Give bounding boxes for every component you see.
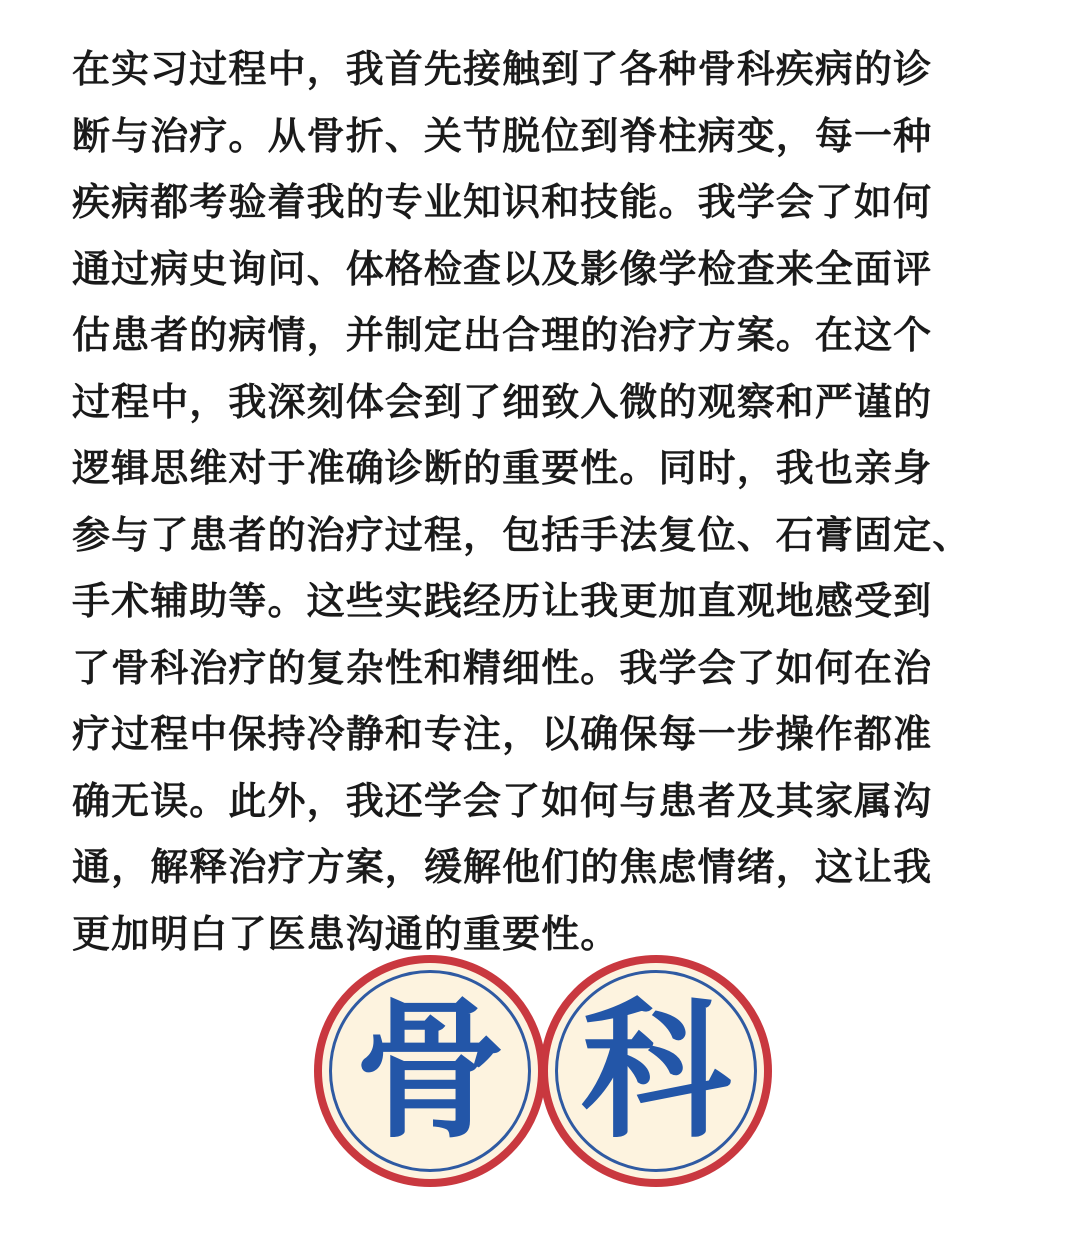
article-body xyxy=(72,36,1002,967)
article-line: 断与治疗。从骨折、关节脱位到脊柱病变，每一种 xyxy=(72,113,933,158)
article-line: 估患者的病情，并制定出合理的治疗方案。在这个 xyxy=(72,313,933,357)
article-line: 疾病都考验着我的专业知识和技能。我学会了如何 xyxy=(72,180,933,224)
department-character-badge xyxy=(540,955,772,1187)
article-line: 了骨科治疗的复杂性和精细性。我学会了如何在治 xyxy=(72,645,933,690)
article-line: 手术辅助等。这些实践经历让我更加直观地感受到 xyxy=(72,579,933,623)
article-line: 通，解释治疗方案，缓解他们的焦虑情绪，这让我 xyxy=(72,845,933,889)
article-line: 疗过程中保持冷静和专注，以确保每一步操作都准 xyxy=(72,712,933,756)
article-line: 确无误。此外，我还学会了如何与患者及其家属沟 xyxy=(72,778,933,823)
article-line: 逻辑思维对于准确诊断的重要性。同时，我也亲身 xyxy=(72,446,933,490)
orthopedics-badge-group xyxy=(308,955,778,1191)
department-character: 科 xyxy=(580,983,731,1159)
article-line: 在实习过程中，我首先接触到了各种骨科疾病的诊 xyxy=(72,47,933,91)
article-line: 过程中，我深刻体会到了细致入微的观察和严谨的 xyxy=(72,379,933,424)
article-line: 通过病史询问、体格检查以及影像学检查来全面评 xyxy=(72,246,933,291)
article-line: 更加明白了医患沟通的重要性。 xyxy=(72,911,620,956)
article-line: 参与了患者的治疗过程，包括手法复位、石膏固定、 xyxy=(72,512,972,557)
bone-character: 骨 xyxy=(354,983,505,1159)
bone-character-badge xyxy=(314,955,546,1187)
